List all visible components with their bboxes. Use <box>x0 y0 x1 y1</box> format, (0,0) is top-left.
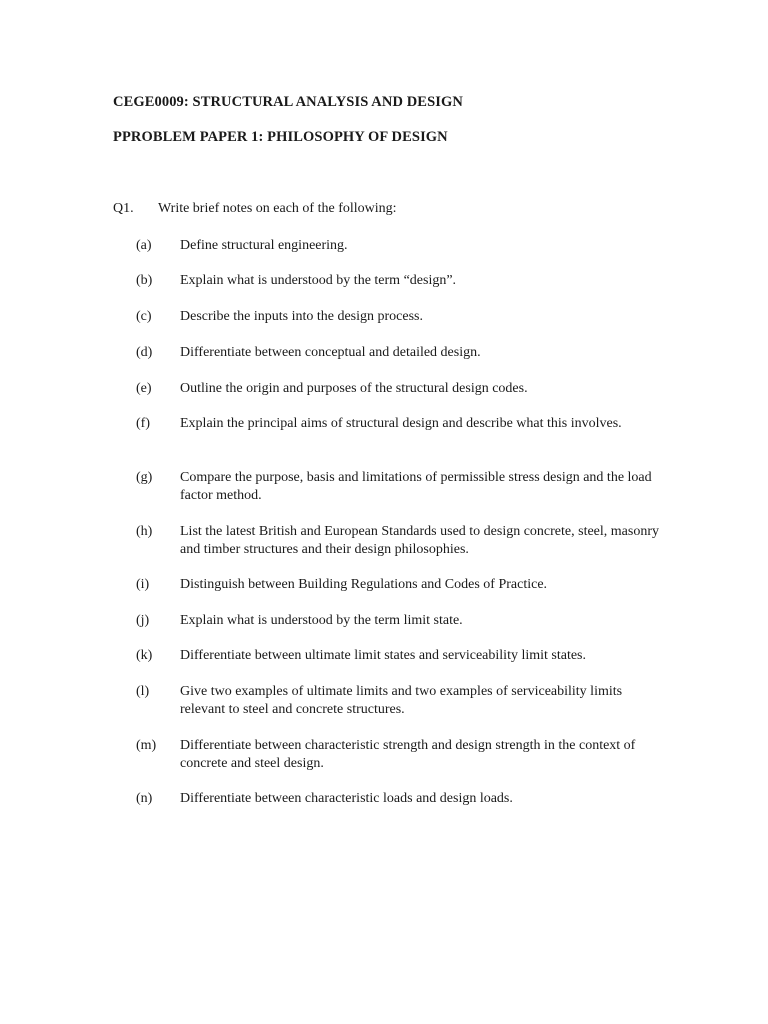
item-label: (h) <box>136 524 153 539</box>
item-text: Distinguish between Building Regulations and Codes of Practice. <box>180 577 548 592</box>
item-text: Give two examples of ultimate limits and two examples of serviceability limits relevant to steel and concrete structures. <box>180 684 623 717</box>
item-label: (m) <box>136 738 157 753</box>
item-label: (a) <box>136 238 152 253</box>
question-number: Q1. <box>113 201 134 216</box>
item-label: (d) <box>136 345 153 360</box>
item-text: List the latest British and European Standards used to design concrete, steel, masonry and timber structures and their design philosophies. <box>180 524 659 557</box>
item-text: Differentiate between conceptual and detailed design. <box>180 345 481 360</box>
item-label: (c) <box>136 309 152 324</box>
item-text: Differentiate between characteristic loads and design loads. <box>180 791 513 806</box>
item-label: (f) <box>136 416 150 431</box>
item-text: Explain what is understood by the term “design”. <box>180 273 457 288</box>
question-header <box>113 201 397 217</box>
item-text: Define structural engineering. <box>180 238 348 253</box>
item-label: (j) <box>136 613 150 628</box>
question-prompt: Write brief notes on each of the following: <box>158 201 397 216</box>
item-text: Differentiate between ultimate limit states and serviceability limit states. <box>180 648 587 663</box>
item-text: Describe the inputs into the design process. <box>180 309 424 324</box>
item-text: Explain what is understood by the term limit state. <box>180 613 463 628</box>
item-text: Compare the purpose, basis and limitations of permissible stress design and the load factor method. <box>180 470 652 503</box>
item-label: (g) <box>136 470 153 485</box>
item-label: (i) <box>136 577 150 592</box>
paper-title: PPROBLEM PAPER 1: PHILOSOPHY OF DESIGN <box>113 129 448 145</box>
item-label: (n) <box>136 791 153 806</box>
item-label: (e) <box>136 381 152 396</box>
item-text: Differentiate between characteristic strength and design strength in the context of concrete and steel design. <box>180 738 636 771</box>
item-label: (l) <box>136 684 150 699</box>
item-label: (b) <box>136 273 153 288</box>
course-title: CEGE0009: STRUCTURAL ANALYSIS AND DESIGN <box>113 94 463 110</box>
item-label: (k) <box>136 648 153 663</box>
item-text: Outline the origin and purposes of the structural design codes. <box>180 381 528 396</box>
item-text: Explain the principal aims of structural design and describe what this involves. <box>180 416 622 431</box>
